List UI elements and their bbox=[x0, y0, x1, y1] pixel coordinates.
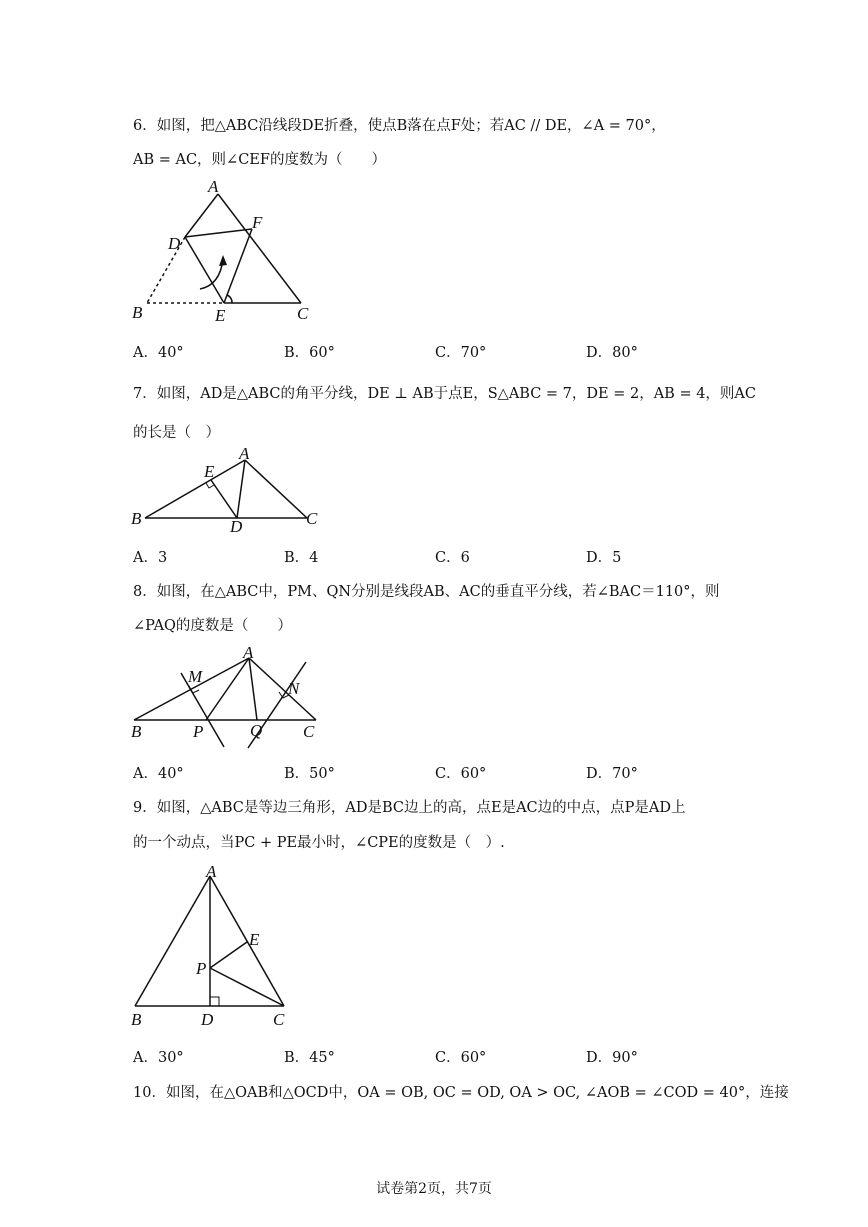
q9-label-a: A bbox=[206, 862, 217, 881]
q7-label-c: C bbox=[306, 509, 318, 528]
q6-label-c: C bbox=[297, 304, 309, 323]
q7-option-a: A．3 bbox=[133, 550, 168, 566]
q8-line-2: ∠PAQ的度数是（ ） bbox=[133, 618, 292, 634]
q8-label-m: M bbox=[188, 667, 203, 686]
q8-option-c: C．60° bbox=[435, 766, 487, 782]
q8-label-c: C bbox=[303, 722, 315, 741]
q9-option-c: C．60° bbox=[435, 1050, 487, 1066]
q6-line-2: AB = AC，则∠CEF的度数为（ ） bbox=[133, 152, 386, 168]
q9-label-d: D bbox=[201, 1010, 214, 1029]
q8-label-n: N bbox=[288, 679, 300, 698]
q6-option-d: D．80° bbox=[586, 345, 638, 361]
q6-option-a: A．40° bbox=[133, 345, 184, 361]
q7-figure bbox=[128, 443, 328, 538]
q6-figure bbox=[128, 177, 328, 327]
q7-label-b: B bbox=[131, 509, 142, 528]
q6-label-a: A bbox=[208, 177, 219, 196]
q7-option-c: C．6 bbox=[435, 550, 470, 566]
q9-label-p: P bbox=[196, 959, 207, 978]
q9-option-d: D．90° bbox=[586, 1050, 638, 1066]
q6-option-b: B．60° bbox=[284, 345, 335, 361]
q6-label-d: D bbox=[168, 234, 181, 253]
q6-label-f: F bbox=[252, 213, 263, 232]
q7-line-1: 7．如图，AD是△ABC的角平分线，DE ⊥ AB于点E，S△ABC = 7，DE = 2，AB = 4，则AC bbox=[133, 386, 756, 402]
q9-label-b: B bbox=[131, 1010, 142, 1029]
q9-line-2: 的一个动点，当PC + PE最小时，∠CPE的度数是（ ）. bbox=[133, 835, 505, 851]
q8-line-1: 8．如图，在△ABC中，PM、QN分别是线段AB、AC的垂直平分线，若∠BAC＝110°，则 bbox=[133, 584, 720, 600]
q6-label-e: E bbox=[215, 306, 226, 325]
q7-label-a: A bbox=[239, 444, 250, 463]
q7-option-b: B．4 bbox=[284, 550, 319, 566]
q7-line-2: 的长是（ ） bbox=[133, 425, 220, 441]
q9-label-e: E bbox=[249, 930, 260, 949]
q9-figure bbox=[128, 862, 308, 1032]
q8-label-a: A bbox=[243, 643, 254, 662]
q8-figure bbox=[126, 640, 336, 752]
q8-label-q: Q bbox=[250, 721, 263, 740]
q7-label-d: D bbox=[230, 517, 243, 536]
page-footer: 试卷第2页，共7页 bbox=[376, 1181, 492, 1197]
q7-option-d: D．5 bbox=[586, 550, 622, 566]
q8-option-a: A．40° bbox=[133, 766, 184, 782]
q8-label-p: P bbox=[193, 722, 204, 741]
q9-label-c: C bbox=[273, 1010, 285, 1029]
q8-option-d: D．70° bbox=[586, 766, 638, 782]
q8-label-b: B bbox=[131, 722, 142, 741]
q9-option-b: B．45° bbox=[284, 1050, 335, 1066]
q9-option-a: A．30° bbox=[133, 1050, 184, 1066]
q8-option-b: B．50° bbox=[284, 766, 335, 782]
q9-line-1: 9．如图，△ABC是等边三角形，AD是BC边上的高，点E是AC边的中点，点P是AD上 bbox=[133, 800, 686, 816]
q6-option-c: C．70° bbox=[435, 345, 487, 361]
q6-line-1: 6．如图，把△ABC沿线段DE折叠，使点B落在点F处；若AC // DE，∠A = 70°， bbox=[133, 118, 666, 134]
q6-label-b: B bbox=[132, 303, 143, 322]
q10-line-1: 10．如图，在△OAB和△OCD中，OA = OB, OC = OD, OA > OC, ∠AOB = ∠COD = 40°，连接 bbox=[133, 1085, 789, 1101]
q7-label-e: E bbox=[204, 462, 215, 481]
